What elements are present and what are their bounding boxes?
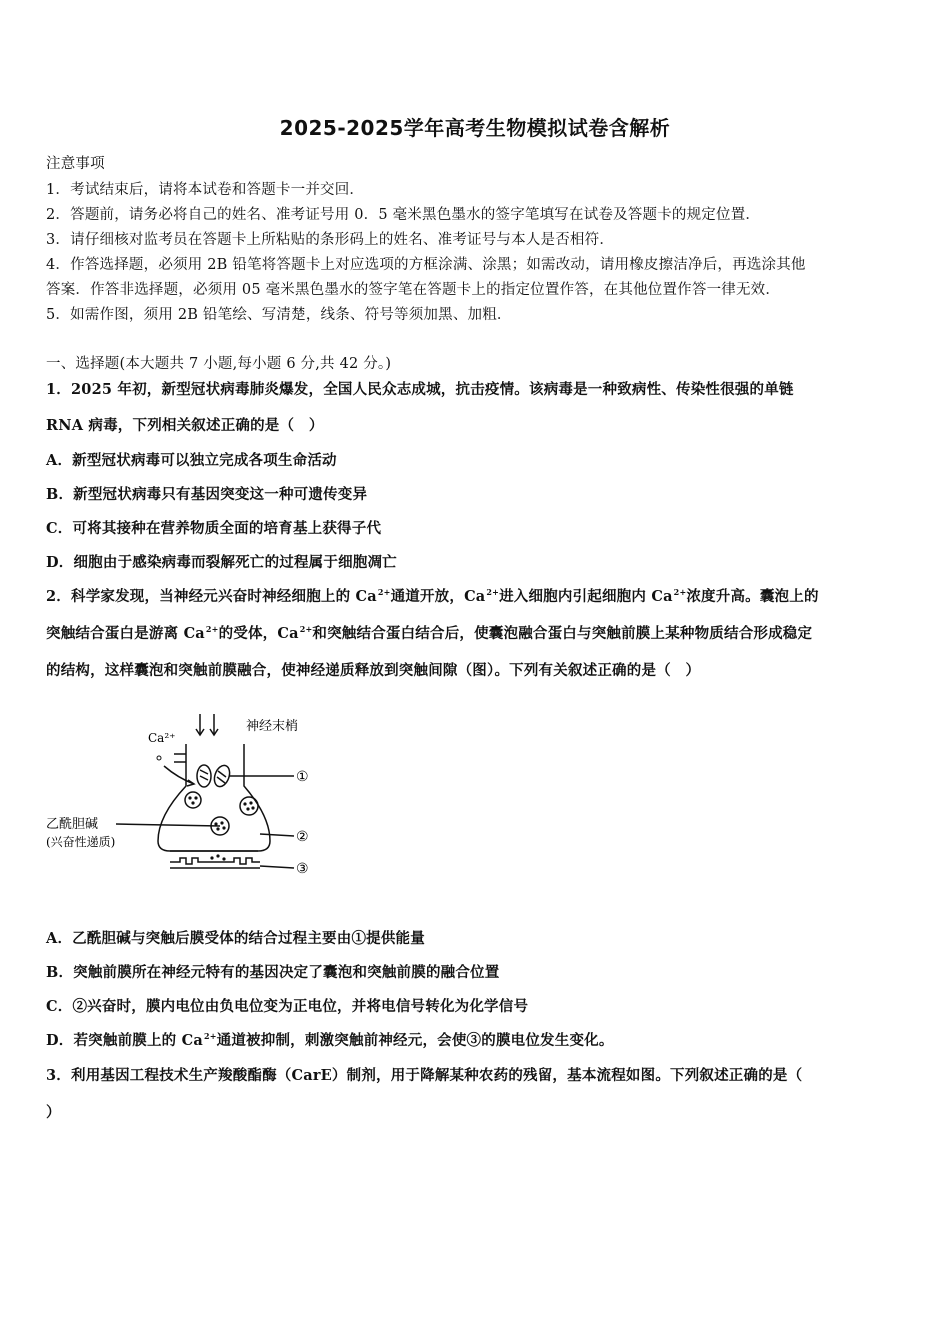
q2-option-d: D．若突触前膜上的 $Ca^{2+}$通道被抑制，刺激突触前神经元，会使③的膜电位发生变化。 <box>46 1031 614 1049</box>
section-heading: 一、选择题(本大题共 7 小题,每小题 6 分,共 42 分。) <box>46 356 392 372</box>
q2-stem-line1: 2．科学家发现，当神经元兴奋时神经细胞上的 $Ca^{2+}$通道开放，$Ca^{2+}$进入细胞内引起细胞内 $Ca^{2+}$浓度升高。囊泡上的 <box>46 587 819 605</box>
nerve-ending-label: 神经末梢 <box>246 719 299 734</box>
page-title: 2025-2025学年高考生物模拟试卷含解析 <box>279 116 671 140</box>
q3-stem-line2: ） <box>46 1104 61 1121</box>
notice-item: 1．考试结束后，请将本试卷和答题卡一并交回． <box>46 182 365 198</box>
notice-heading: 注意事项 <box>46 156 105 172</box>
q2-option-a: A．乙酰胆碱与突触后膜受体的结合过程主要由①提供能量 <box>46 930 425 947</box>
q1-option-b: B．新型冠状病毒只有基因突变这一种可遗传变异 <box>46 486 368 503</box>
mark-1: ① <box>296 769 309 785</box>
mark-2: ② <box>296 829 309 845</box>
excitatory-transmitter-label: (兴奋性递质) <box>46 835 116 849</box>
acetylcholine-label: 乙酰胆碱 <box>46 817 99 832</box>
mark-3: ③ <box>296 861 309 877</box>
q2-option-b: B．突触前膜所在神经元特有的基因决定了囊泡和突触前膜的融合位置 <box>46 964 500 981</box>
q3-stem-line1: 3．利用基因工程技术生产羧酸酯酶（CarE）制剂，用于降解某种农药的残留，基本流程如图。下列叙述正确的是（ <box>46 1067 803 1084</box>
q1-option-c: C．可将其接种在营养物质全面的培育基上获得子代 <box>46 520 382 537</box>
ca-ion-label: Ca²⁺ <box>148 731 176 745</box>
q2-stem-line2: 突触结合蛋白是游离 $Ca^{2+}$的受体，$Ca^{2+}$和突触结合蛋白结合后，使囊泡融合蛋白与突触前膜上某种物质结合形成稳定 <box>46 624 813 642</box>
q2-stem-line3: 的结构，这样囊泡和突触前膜融合，使神经递质释放到突触间隙（图）。下列有关叙述正确的是（ ） <box>46 662 701 679</box>
q1-option-a: A．新型冠状病毒可以独立完成各项生命活动 <box>46 452 337 469</box>
synapse-figure <box>46 706 336 886</box>
notice-item: 2．答题前，请务必将自己的姓名、准考证号用 0．5 毫米黑色墨水的签字笔填写在试卷及答题卡的规定位置． <box>46 207 761 223</box>
notice-item: 3．请仔细核对监考员在答题卡上所粘贴的条形码上的姓名、准考证号与本人是否相符． <box>46 232 615 248</box>
notice-item: 4．作答选择题，必须用 2B 铅笔将答题卡上对应选项的方框涂满、涂黑；如需改动，请用橡皮擦洁净后，再选涂其他 <box>46 257 806 273</box>
q2-option-c: C．②兴奋时，膜内电位由负电位变为正电位，并将电信号转化为化学信号 <box>46 998 529 1015</box>
q1-stem-line2: RNA 病毒，下列相关叙述正确的是（ ） <box>46 417 324 434</box>
notice-item: 5．如需作图，须用 2B 铅笔绘、写清楚，线条、符号等须加黑、加粗． <box>46 307 512 323</box>
q1-stem-line1: 1．2025 年初，新型冠状病毒肺炎爆发，全国人民众志成城，抗击疫情。该病毒是一种致病性、传染性很强的单链 <box>46 381 794 398</box>
q1-option-d: D．细胞由于感染病毒而裂解死亡的过程属于细胞凋亡 <box>46 554 397 571</box>
notice-item: 答案．作答非选择题，必须用 05 毫米黑色墨水的签字笔在答题卡上的指定位置作答，在其他位置作答一律无效． <box>46 282 781 298</box>
